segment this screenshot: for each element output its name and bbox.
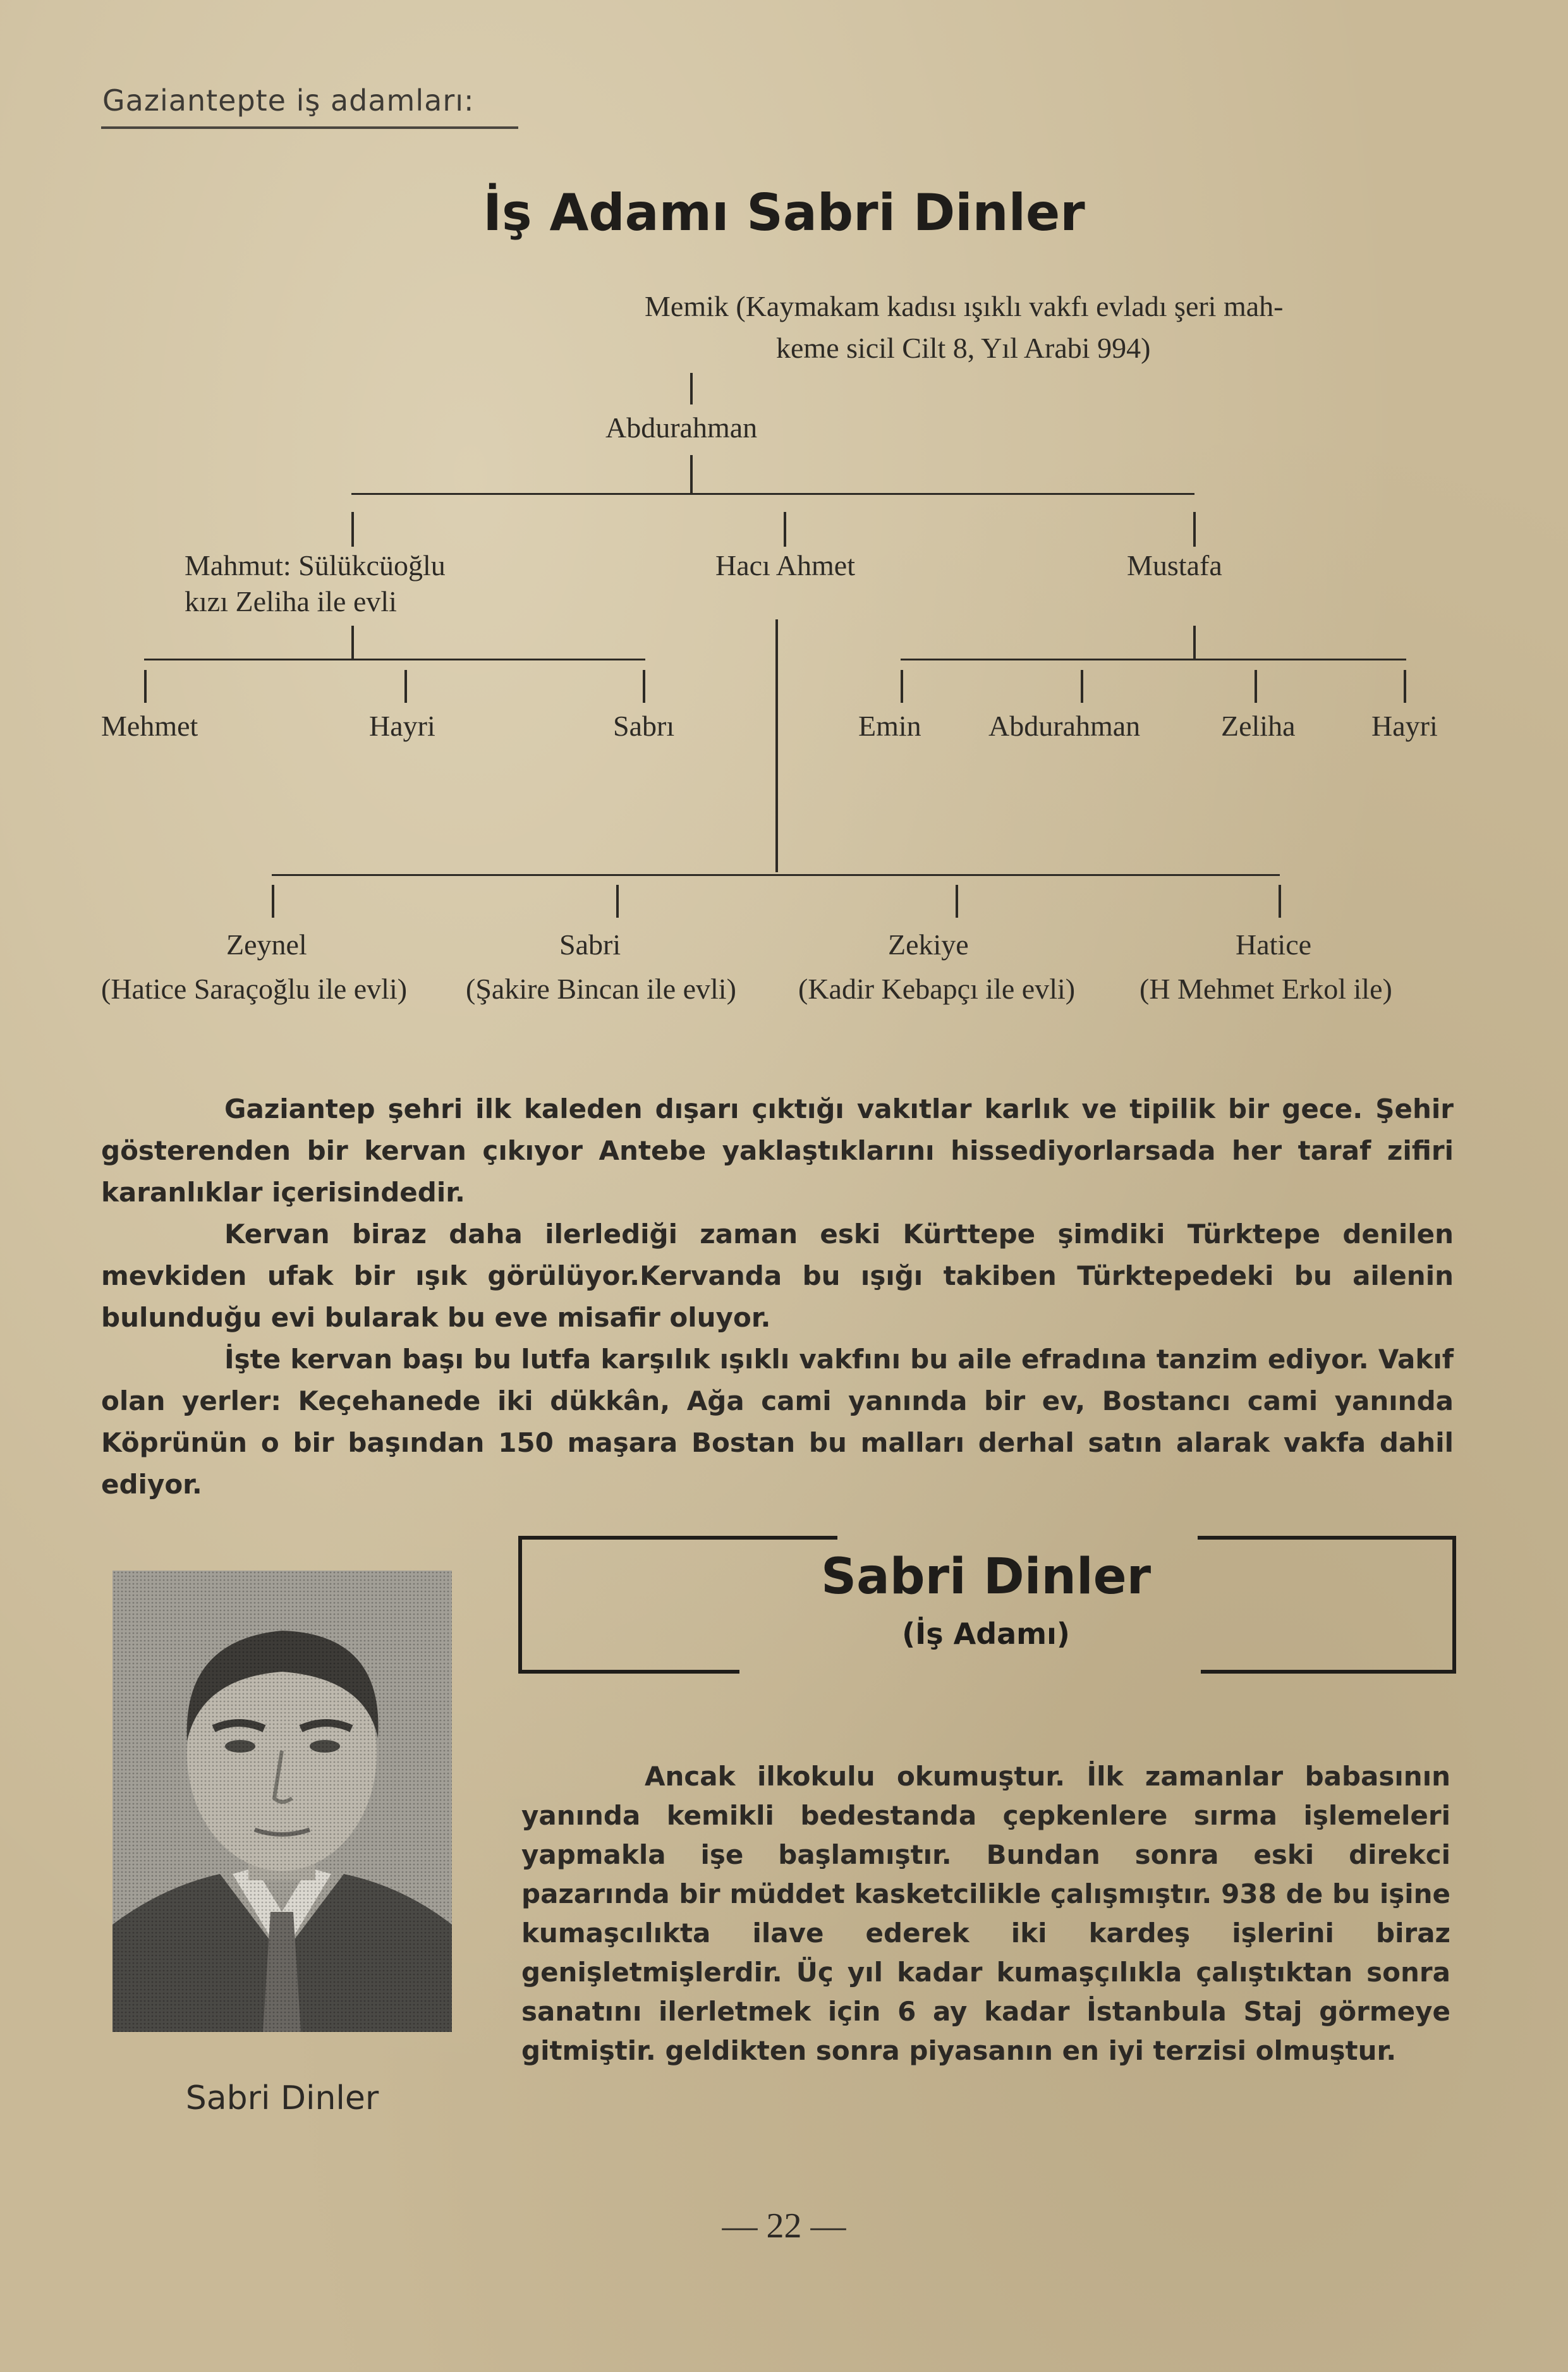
tree-line <box>351 626 354 659</box>
tree-line <box>272 874 1280 876</box>
tree-line <box>1193 626 1196 659</box>
story-paragraph: İşte kervan başı bu lutfa karşılık ışıklı vakfını bu aile efradına tanzim ediyor. Vakıf olan yerler: Keçehanede iki dükkân, Ağa cami yanında bir ev, Bostancı cami yanında Köprünün o bir başından 150 maşara Bostan bu malları derhal satın alarak vakfa dahil ediyor. <box>101 1344 1454 1500</box>
tree-line <box>1081 670 1083 703</box>
tree-line <box>901 670 903 703</box>
tree-line <box>1193 512 1196 547</box>
story-text <box>101 1088 1454 1505</box>
tree-line <box>404 670 407 703</box>
bio-paragraph: Ancak ilkokulu okumuştur. İlk zamanlar babasının yanında kemikli bedestanda çepkenlere sırma işlemeleri yapmakla işe başlamıştır. Bundan sonra eski direkci pazarında bir müddet kasketcilikle çalışmıştır. 938 de bu işine kumaşcılıkta ilave ederek iki kardeş işlerini biraz genişletmişlerdir. Üç yıl kadar kumaşçılıkla çalıştıktan sonra sanatını ilerletmek için 6 ay kadar İstanbula Staj görmeye gitmiştir. geldikten sonra piyasanın en iyi terzisi olmuştur. <box>521 1761 1450 2066</box>
tree-line <box>901 659 1406 660</box>
page-title: İş Adamı Sabri Dinler <box>483 183 1085 242</box>
tree-node-abdurahman-2: Abdurahman <box>988 710 1141 742</box>
tree-line <box>1279 885 1281 918</box>
tree-line <box>775 619 778 872</box>
profile-biography <box>521 1757 1450 2071</box>
box-border <box>1201 1670 1452 1674</box>
tree-node-emin: Emin <box>858 710 921 742</box>
tree-node-zekiye: Zekiye <box>888 928 969 961</box>
tree-line <box>956 885 958 918</box>
tree-node-hayri: Hayri <box>369 710 435 742</box>
portrait-image <box>112 1571 452 2032</box>
tree-note-sabri: (Şakire Bincan ile evli) <box>466 973 736 1005</box>
tree-node-mustafa: Mustafa <box>1127 549 1222 581</box>
tree-node-zeynel: Zeynel <box>226 928 307 961</box>
tree-note-zekiye: (Kadir Kebapçı ile evli) <box>798 973 1076 1005</box>
tree-node-zeliha: Zeliha <box>1221 710 1296 742</box>
tree-node-hayri-2: Hayri <box>1371 710 1438 742</box>
story-paragraph: Gaziantep şehri ilk kaleden dışarı çıktığı vakıtlar karlık ve tipilik bir gece. Şehir gösterenden bir kervan çıkıyor Antebe yaklaştıklarını hissediyorlarsada her taraf zifiri karanlıklar içerisindedir. <box>101 1093 1454 1208</box>
tree-node-mehmet: Mehmet <box>101 710 198 742</box>
box-border <box>518 1670 739 1674</box>
tree-root-line2: keme sicil Cilt 8, Yıl Arabi 994) <box>776 332 1151 364</box>
tree-node-haci-ahmet: Hacı Ahmet <box>715 549 855 581</box>
photo-caption: Sabri Dinler <box>185 2079 379 2117</box>
tree-line <box>1404 670 1406 703</box>
tree-note-hatice: (H Mehmet Erkol ile) <box>1140 973 1392 1005</box>
profile-name: Sabri Dinler <box>820 1548 1152 1605</box>
tree-line <box>690 373 693 404</box>
tree-node-sabri: Sabrı <box>613 710 675 742</box>
tree-node-mahmut: Mahmut: Sülükcüoğlu <box>185 549 446 581</box>
tree-line <box>1255 670 1257 703</box>
tree-line <box>616 885 619 918</box>
profile-role: (İş Adamı) <box>902 1617 1070 1651</box>
tree-node-abdurahman: Abdurahman <box>605 411 758 444</box>
header-underline <box>101 126 518 129</box>
section-header: Gaziantepte iş adamları: <box>102 83 475 118</box>
portrait-photo <box>112 1571 452 2032</box>
tree-line <box>144 659 645 660</box>
tree-line <box>351 493 1194 495</box>
tree-node-sabri-main: Sabri <box>559 928 621 961</box>
box-border <box>1198 1536 1452 1540</box>
tree-node-mahmut-note: kızı Zeliha ile evli <box>185 585 397 617</box>
tree-line <box>643 670 645 703</box>
tree-node-hatice: Hatice <box>1236 928 1312 961</box>
box-border <box>518 1536 837 1540</box>
tree-line <box>272 885 274 918</box>
tree-note-zeynel: (Hatice Saraçoğlu ile evli) <box>101 973 408 1005</box>
tree-line <box>784 512 786 547</box>
tree-root-line1: Memik (Kaymakam kadısı ışıklı vakfı evladı şeri mah- <box>645 290 1284 322</box>
story-paragraph: Kervan biraz daha ilerlediği zaman eski Kürttepe şimdiki Türktepe denilen mevkiden ufak bir ışık görülüyor.Kervanda bu ışığı takiben Türktepedeki bu ailenin bulunduğu evi bularak bu eve misafir oluyor. <box>101 1219 1454 1333</box>
tree-line <box>351 512 354 547</box>
tree-line <box>144 670 147 703</box>
page-number: — 22 — <box>722 2206 846 2246</box>
tree-line <box>690 455 693 493</box>
